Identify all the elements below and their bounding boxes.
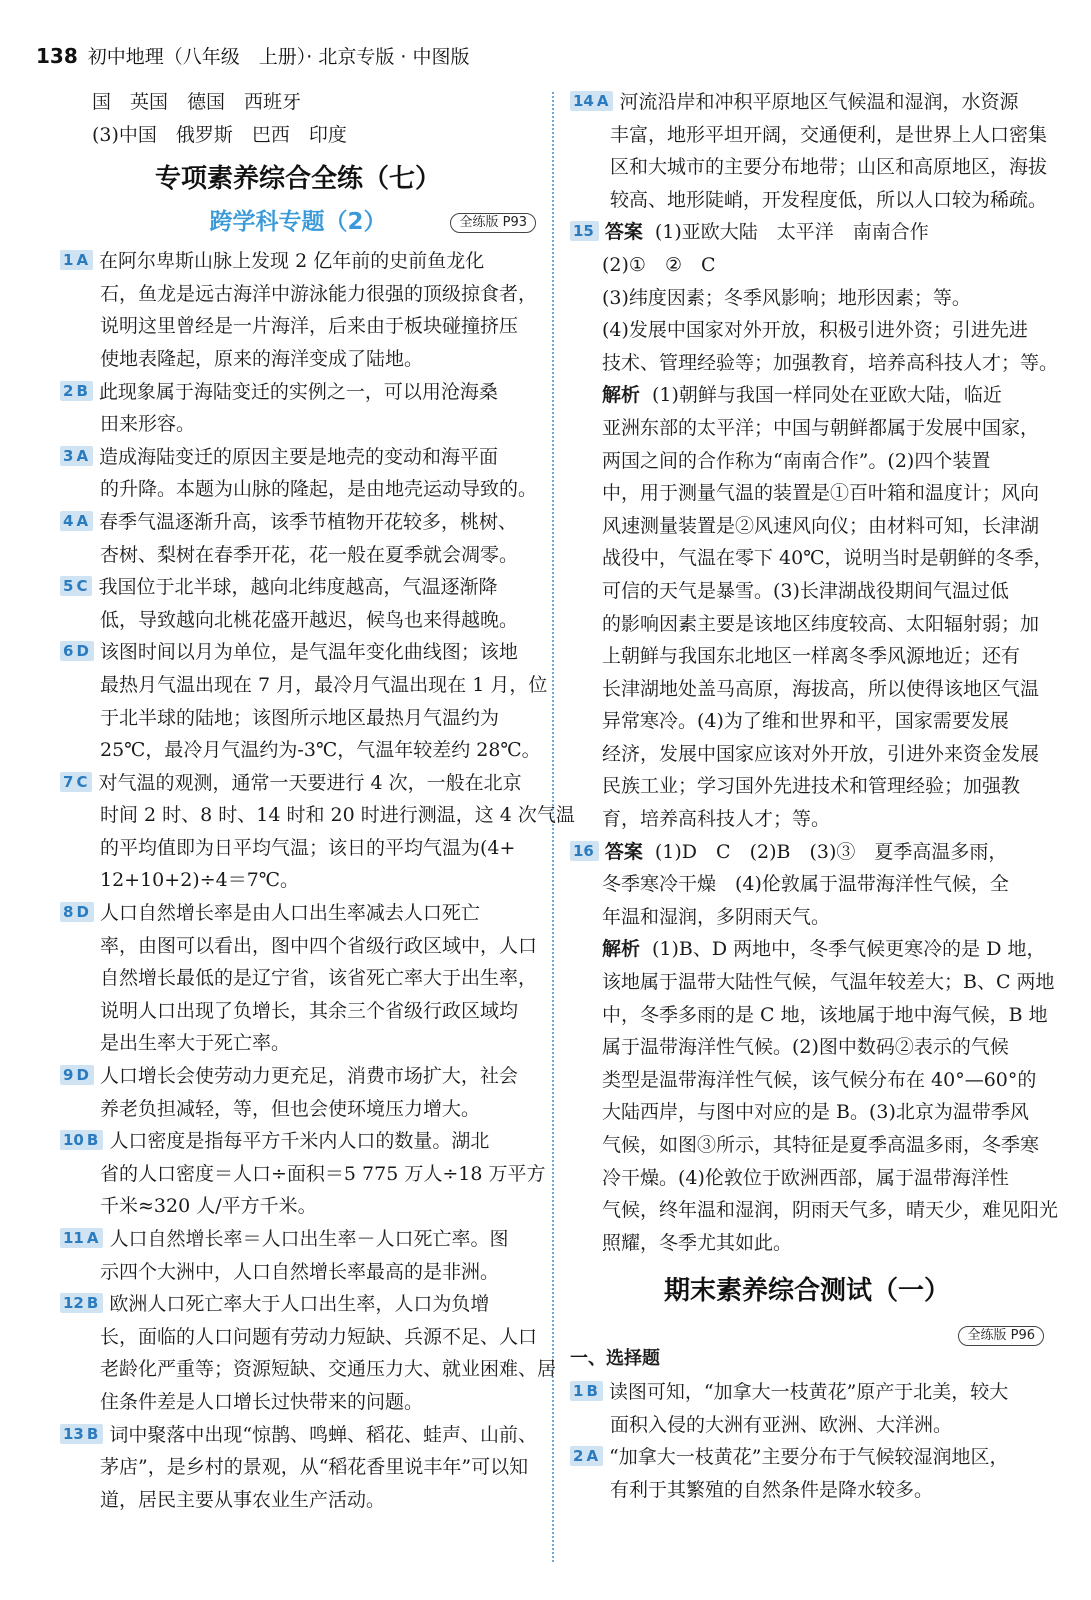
book-title: 初中地理（八年级 上册）· 北京专版 · 中图版 [87,46,470,68]
line-text: 人口自然增长率＝人口出生率－人口死亡率。图 [109,1228,509,1250]
line-text: 中，用于测量气温的装置是①百叶箱和温度计；风向 [602,482,1040,505]
text-line [570,379,1044,412]
line-text: 经济，发展中国家应该对外开放，引进外来资金发展 [602,742,1040,765]
question-number: 11 [63,1229,84,1247]
text-line [60,1353,557,1386]
line-text: 千米≈320 人/平方千米。 [100,1195,317,1218]
answer-item [60,571,536,636]
text-line [570,966,1055,999]
text-line [60,1060,536,1093]
line-text: 12+10+2)÷4＝7℃。 [100,869,300,892]
line-text: (2)① ② C [602,253,716,276]
line-text: 示四个大洲中，人口自然增长率最高的是非洲。 [100,1260,500,1283]
line-text: (1)亚欧大陆 太平洋 南南合作 [654,221,929,244]
text-line [570,803,1044,836]
text-line [570,510,1044,543]
text-line [60,832,536,865]
subtitle: 跨学科专题（2） [209,209,387,236]
text-line [570,1096,1044,1129]
text-line [60,441,536,474]
line-text: (1)B、D 两地中，冬季气候更寒冷的是 D 地， [652,938,1046,961]
line-text: (4)发展中国家对外开放，积极引进外资；引进先进 [602,319,1028,342]
text-line [60,1419,536,1452]
text-line [60,506,536,539]
text-line [570,705,1044,738]
line-text: 长津湖地处盖马高原，海拔高，所以使得该地区气温 [602,677,1040,700]
answer-letter: A [76,251,89,270]
answer-item [60,376,536,441]
page-header [36,40,469,72]
line-text: 我国位于北半球，越向北纬度越高，气温逐渐降 [98,576,498,599]
answer-list [60,245,575,1516]
line-text: 大陆西岸，与图中对应的是 B。(3)北京为温带季风 [602,1101,1029,1124]
text-line [570,445,1044,478]
line-text: 自然增长最低的是辽宁省，该省死亡率大于出生率， [100,967,538,990]
text-line [60,1386,536,1419]
answer-keyword: 答案 [604,221,643,244]
question-number: 1 [63,251,74,270]
line-text: 冷干燥。(4)伦敦位于欧洲西部，属于温带海洋性 [602,1166,1009,1189]
line-text: 老龄化严重等；资源短缺、交通压力大、就业困难、居 [100,1358,557,1381]
line-text: 的升降。本题为山脉的隆起，是由地壳运动导致的。 [100,478,538,501]
answer-badge [60,1130,103,1150]
line-text: 词中聚落中出现“惊鹊、鸣蝉、稻花、蛙声、山前、 [109,1423,538,1446]
line-text: 省的人口密度＝人口÷面积＝5 775 万人÷18 万平方 [100,1162,546,1185]
text-line [60,1125,536,1158]
text-line [60,1223,536,1256]
text-line [570,575,1044,608]
text-line [570,314,1044,347]
line-text: “加拿大一枝黄花”主要分布于气候较湿润地区， [609,1446,1009,1469]
text-line [570,412,1044,445]
line-text: 25℃，最冷月气温约为-3℃，气温年较差约 28℃。 [100,739,541,762]
page-reference: 全练版 P93 [450,213,536,233]
text-line [570,542,1053,575]
text-line [570,999,1048,1032]
question-number: 5 [63,577,74,596]
line-text: (1)D C (2)B (3)③ 夏季高温多雨， [654,840,1008,863]
line-text: 该图时间以月为单位，是气温年变化曲线图；该地 [99,641,518,664]
answer-letter: B [86,1424,99,1443]
line-text: 道，居民主要从事农业生产活动。 [100,1488,386,1511]
right-column [570,86,1059,1506]
part-heading: 一、选择题 [570,1348,660,1370]
line-text: 率，由图可以看出，图中四个省级行政区域中，人口 [100,934,538,957]
line-text: 两国之间的合作称为“南南合作”。(2)四个装置 [602,449,991,472]
answer-letter: D [76,1066,89,1085]
text-line [570,836,1044,869]
answer-item [60,636,548,766]
text-line [570,347,1059,380]
text-line [570,151,1048,184]
answer-keyword: 答案 [604,840,643,863]
line-text: 造成海陆变迁的原因主要是地壳的变动和海平面 [99,445,499,468]
text-line [570,216,1044,249]
question-number: 13 [63,1424,84,1443]
line-text: 对气温的观测，通常一天要进行 4 次，一般在北京 [98,771,522,794]
line-text: 育，培养高科技人才；等。 [602,808,831,831]
text-line [60,539,536,572]
text-line [60,278,536,311]
line-text: 时间 2 时、8 时、14 时和 20 时进行测温，这 4 次气温 [100,804,575,827]
line-text: 于北半球的陆地；该图所示地区最热月气温约为 [100,706,500,729]
question-number: 10 [63,1131,84,1150]
text-line [570,1409,1044,1442]
answer-badge [570,1381,603,1401]
text-line [60,1093,536,1126]
carried-answer [60,86,536,151]
line-text: 人口增长会使劳动力更充足，消费市场扩大，社会 [99,1065,518,1088]
line-text: 技术、管理经验等；加强教育，培养高科技人才；等。 [602,351,1059,374]
question-number: 9 [63,1066,74,1085]
line-text: 属于温带海洋性气候。(2)图中数码②表示的气候 [602,1036,1009,1059]
line-text: 气候，如图③所示，其特征是夏季高温多雨，冬季寒 [602,1134,1040,1156]
line-text: 的影响因素主要是该地区纬度较高、太阳辐射弱；加 [602,612,1040,635]
answer-item [60,441,536,506]
answer-item [60,1125,546,1223]
line-text: 冬季寒冷干燥 (4)伦敦属于温带海洋性气候，全 [602,873,1009,896]
text-line [570,249,1044,282]
answer-item [60,1419,536,1517]
answer-letter: D [76,642,89,661]
answer-badge [60,772,92,792]
line-text: 民族工业；学习国外先进技术和管理经验；加强教 [602,775,1021,798]
line-text: 人口密度是指每平方千米内人口的数量。湖北 [109,1130,490,1153]
text-line [570,282,1044,315]
line-text: 人口自然增长率是由人口出生率减去人口死亡 [99,902,480,925]
answer-badge [60,576,92,596]
line-text: 有利于其繁殖的自然条件是降水较多。 [610,1478,934,1501]
answer-badge [60,641,94,661]
text-line [60,1158,546,1191]
line-text: 使地表隆起，原来的海洋变成了陆地。 [100,347,424,370]
answer-badge [60,250,93,270]
text-line [570,673,1044,706]
text-line [60,864,536,897]
section-title: 专项素养综合全练（七） [154,164,441,195]
text-line [60,702,536,735]
text-line [60,408,536,441]
answer-item [570,86,1048,216]
text-line [570,901,1044,934]
answer-item-16 [570,836,1059,1260]
text-line [570,770,1044,803]
text-line [60,604,536,637]
text-line [570,86,1044,119]
question-number: 12 [63,1294,84,1313]
text-line [570,184,1048,217]
line-text: 是出生率大于死亡率。 [100,1032,291,1055]
text-line: 国 英国 德国 西班牙 [92,91,302,113]
text-line [60,767,536,800]
answer-badge: 15 [570,221,599,241]
page-number: 138 [36,44,78,68]
line-text: 丰富，地形平坦开阔，交通便利，是世界上人口密集 [610,123,1048,146]
question-number: 8 [63,903,74,922]
answer-badge [60,1293,103,1313]
question-number: 1 [573,1381,584,1400]
answer-item [60,897,536,1060]
text-line [570,1227,1044,1260]
line-text: 风速测量装置是②风速风向仪；由材料可知，长津湖 [602,514,1040,537]
text-line [60,897,536,930]
line-text: 异常寒冷。(4)为了维和世界和平，国家需要发展 [602,710,1009,733]
answer-letter: A [76,446,89,465]
answer-item [60,506,536,571]
subtitle-row [60,205,536,241]
line-text: 较高、地形陡峭，开发程度低，所以人口较为稀疏。 [610,188,1048,211]
text-line [570,1129,1044,1162]
text-line [60,310,536,343]
answer-item [60,767,575,897]
answer-letter: C [76,577,88,596]
text-line [570,868,1044,901]
text-line [60,1256,536,1289]
question-number: 7 [63,772,74,791]
answer-letter: B [86,1294,99,1313]
answer-letter: B [586,1381,598,1400]
line-text: 读图可知，“加拿大一枝黄花”原产于北美，较大 [608,1380,1009,1403]
text-line [570,1162,1044,1195]
answer-badge [60,1065,94,1085]
answer-letter: C [76,772,88,791]
text-line [60,734,541,767]
text-line [570,738,1044,771]
answer-item [60,1288,557,1418]
answer-badge [570,91,613,111]
text-line [570,1376,1044,1409]
line-text: 最热月气温出现在 7 月，最冷月气温出现在 1 月，位 [100,673,548,696]
text-line [60,669,548,702]
text-line [570,477,1044,510]
line-text: 气候，终年温和湿润，阴雨天气多，晴天少，难见阳光 [602,1199,1059,1222]
answer-badge [60,902,94,922]
text-line [60,343,536,376]
answer-letter: A [86,1229,99,1247]
answer-list-final [570,1376,1044,1506]
line-text: (3)纬度因素；冬季风影响；地形因素；等。 [602,286,971,309]
line-text: 战役中，气温在零下 40℃，说明当时是朝鲜的冬季， [602,547,1053,570]
text-line [60,799,575,832]
question-number: 2 [573,1447,584,1466]
answer-item-15 [570,216,1059,835]
line-text: 河流沿岸和冲积平原地区气候温和湿润，水资源 [619,91,1019,113]
answer-item [60,1060,536,1125]
question-number: 4 [63,511,74,530]
answer-letter: D [76,903,89,922]
line-text: 欧洲人口死亡率大于人口出生率，人口为负增 [109,1293,490,1316]
line-text: 说明这里曾经是一片海洋，后来由于板块碰撞挤压 [100,315,519,338]
answer-badge [60,381,93,401]
answer-badge [60,446,93,466]
line-text: 上朝鲜与我国东北地区一样离冬季风源地近；还有 [602,645,1021,668]
question-number: 6 [63,642,74,661]
answer-item [570,216,1059,835]
answer-badge [60,511,93,531]
answer-letter: A [586,1447,599,1466]
text-line [60,473,536,506]
line-text: 中，冬季多雨的是 C 地，该地属于地中海气候，B 地 [602,1003,1048,1026]
answer-letter: B [76,381,88,400]
line-text: 类型是温带海洋性气候，该气候分布在 40°—60°的 [602,1068,1037,1091]
line-text: 养老负担减轻，等，但也会使环境压力增大。 [100,1097,481,1120]
line-text: 的平均值即为日平均气温；该日的平均气温为(4+ [100,836,516,859]
answer-item [60,1223,536,1288]
answer-item [60,245,536,375]
line-text: 亚洲东部的太平洋；中国与朝鲜都属于发展中国家， [602,416,1040,439]
answer-letter: B [86,1131,99,1150]
line-text: (1)朝鲜与我国一样同处在亚欧大陆，临近 [652,384,1002,407]
line-text: 可信的天气是暴雪。(3)长津湖战役期间气温过低 [602,579,1009,602]
text-line [570,1031,1044,1064]
line-text: 年温和湿润，多阴雨天气。 [602,905,831,928]
text-line [570,933,1044,966]
line-text: 低，导致越向北桃花盛开越迟，候鸟也来得越晚。 [100,608,519,631]
question-number: 2 [63,381,74,400]
line-text: 石，鱼龙是远古海洋中游泳能力很强的顶级掠食者， [100,282,538,305]
reference-row [570,1317,1044,1343]
section-title-final: 期末素养综合测试（一） [663,1276,950,1307]
answer-item [570,836,1059,1260]
text-line [60,245,536,278]
text-line [60,1027,536,1060]
line-text: 住条件差是人口增长过快带来的问题。 [100,1390,424,1413]
line-text: 杏树、梨树在春季开花，花一般在夏季就会凋零。 [100,543,519,566]
line-text: 说明人口出现了负增长，其余三个省级行政区域均 [100,999,519,1022]
answer-letter: A [596,92,609,110]
text-line [570,1474,1044,1507]
question-number: 14 [573,92,594,110]
text-line [60,1190,536,1223]
text-line [60,636,536,669]
text-line [60,962,536,995]
text-line [60,571,536,604]
answer-badge: 16 [570,841,599,861]
left-column [60,86,575,1516]
question-number: 3 [63,446,74,465]
text-line [570,1194,1059,1227]
text-line: (3)中国 俄罗斯 巴西 印度 [92,123,347,146]
line-text: 该地属于温带大陆性气候，气温年较差大；B、C 两地 [602,971,1055,994]
answer-badge [60,1424,103,1444]
explanation-keyword: 解析 [602,938,641,961]
answer-badge [60,1228,103,1248]
text-line [60,930,536,963]
line-text: 田来形容。 [100,413,196,436]
text-line [570,1441,1044,1474]
text-line [570,608,1044,641]
line-text: 区和大城市的主要分布地带；山区和高原地区，海拔 [610,156,1048,179]
line-text: 此现象属于海陆变迁的实例之一，可以用沧海桑 [98,380,498,403]
text-line [60,1484,536,1517]
answer-badge [570,1446,603,1466]
line-text: 面积入侵的大洲有亚洲、欧洲、大洋洲。 [610,1413,953,1436]
text-line [60,1451,536,1484]
answer-item-14 [570,86,1048,216]
line-text: 在阿尔卑斯山脉上发现 2 亿年前的史前鱼龙化 [99,250,485,273]
text-line [570,640,1044,673]
text-line [60,995,536,1028]
page-reference: 全练版 P96 [958,1326,1044,1346]
line-text: 春季气温逐渐升高，该季节植物开花较多，桃树、 [99,510,518,533]
answer-letter: A [76,511,89,530]
text-line [60,376,536,409]
text-line [60,1321,536,1354]
answer-item [570,1376,1044,1441]
answer-item [570,1441,1044,1506]
line-text: 照耀，冬季尤其如此。 [602,1231,793,1254]
explanation-keyword: 解析 [602,384,641,407]
text-line [570,1064,1044,1097]
line-text: 长，面临的人口问题有劳动力短缺、兵源不足、人口 [100,1325,538,1348]
text-line [60,1288,536,1321]
text-line [570,119,1048,152]
line-text: 茅店”，是乡村的景观，从“稻花香里说丰年”可以知 [100,1456,529,1479]
